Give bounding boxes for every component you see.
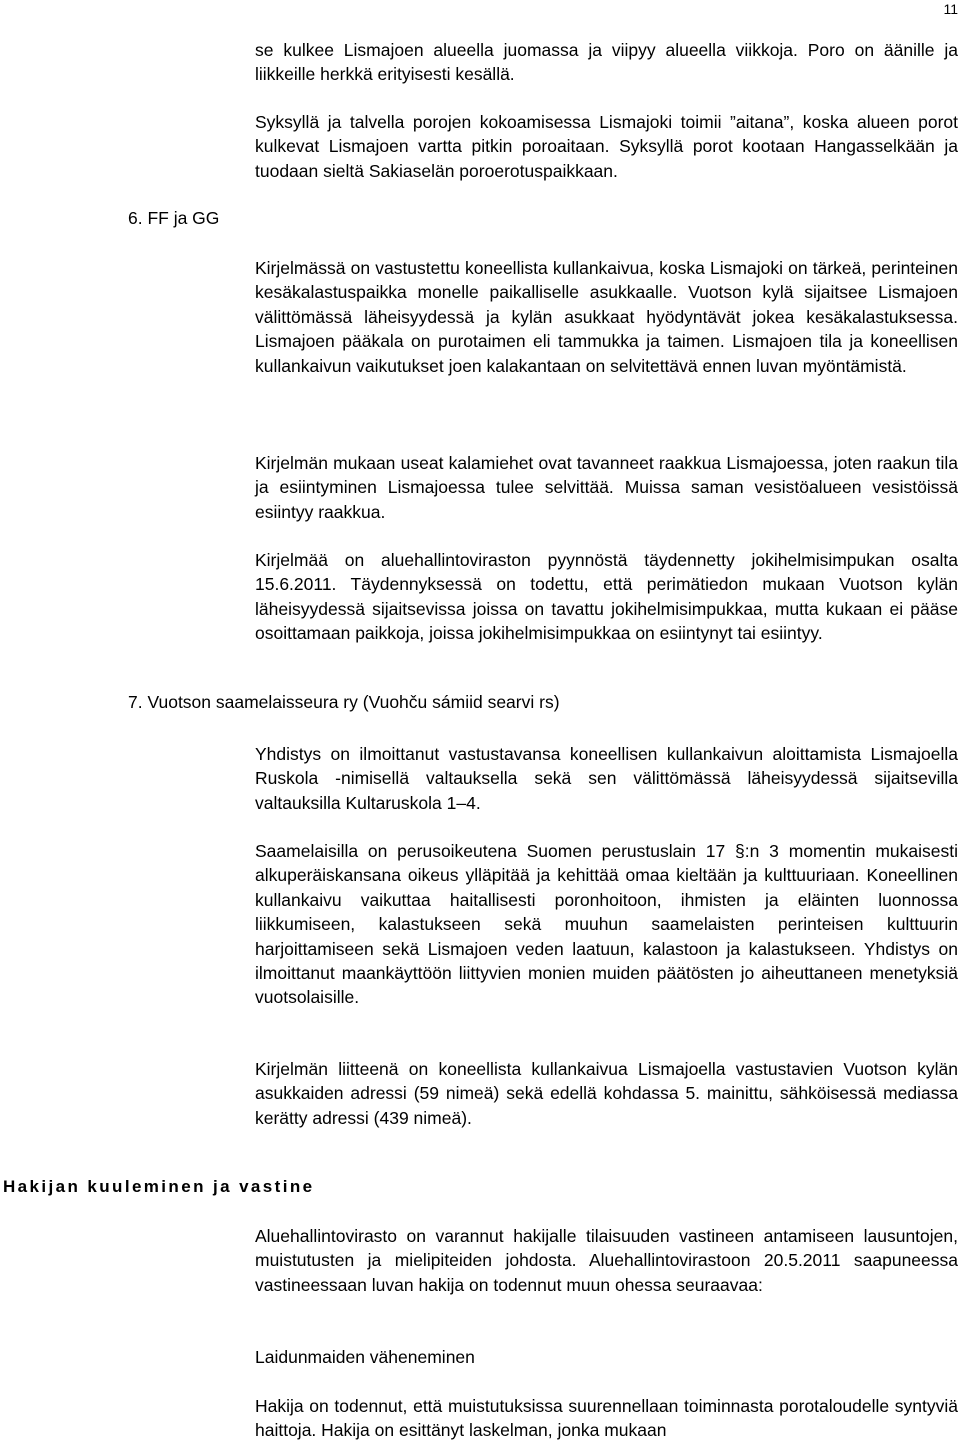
paragraph-supplement-mussel: Kirjelmää on aluehallintoviraston pyynnöstä täydennetty jokihelmisimpukan osalta 15.6.2011. Täydennyksessä on todettu, että perimätiedon mukaan Vuotson kylän läheisyydessä sijaitsevissa joissa on tavattu jokihelmisimpukkaa, mutta kukaan ei pääse osoittamaan paikkoja, joissa jokihelmisimpukkaa on esiintynyt tai esiintyy. (255, 550, 958, 644)
paragraph-association-opposition: Yhdistys on ilmoittanut vastustavansa koneellisen kullankaivun aloittamista Lismajoella Ruskola -nimisellä valtauksella sekä sen välittömässä läheisyydessä sijaitsevilla valtauksilla Kultaruskola 1–4. (255, 744, 958, 813)
paragraph-reindeer-harm: Hakija on todennut, että muistutuksissa suurennellaan toiminnasta porotaloudelle syntyviä haittoja. Hakija on esittänyt laskelman, jonka mukaan (255, 1396, 958, 1441)
paragraph-petition: Kirjelmän liitteenä on koneellista kullankaivua Lismajoella vastustavien Vuotson kylän asukkaiden adressi (59 nimeä) sekä edellä kohdassa 5. mainittu, sähköisessä mediassa kerätty adressi (439 nimeä). (255, 1059, 958, 1128)
paragraph-fishing-objection: Kirjelmässä on vastustettu koneellista kullankaivua, koska Lismajoki on tärkeä, perinteinen kesäkalastuspaikka monelle paikalliselle asukkaalle. Vuotson kylä sijaitsee Lismajoen välittömässä läheisyydessä ja kylän asukkaat hyödyntävät jokea kesäkalastuksessa. Lismajoen pääkala on purotaimen eli tammukka ja taimen. Lismajoen tila ja koneellisen kullankaivun vaikutukset joen kalakantaan on selvitettävä ennen luvan myöntämistä. (255, 258, 958, 376)
paragraph-reindeer-drinking: se kulkee Lismajoen alueella juomassa ja viipyy alueella viikkoja. Poro on äänille ja liikkeille herkkä erityisesti kesällä. (255, 40, 958, 85)
paragraph-freshwater-pearl-mussel: Kirjelmän mukaan useat kalamiehet ovat tavanneet raakkua Lismajoessa, joten raakun tila ja esiintyminen Lismajoessa tulee selvittää. Muissa saman vesistöalueen vesistöissä esiintyy raakkua. (255, 453, 958, 522)
paragraph-applicant-response: Aluehallintovirasto on varannut hakijalle tilaisuuden vastineen antamiseen lausuntojen, muistutusten ja mielipiteiden johdosta. Aluehallintovirastoon 20.5.2011 saapuneessa vastineessaan luvan hakija on todennut muun ohessa seuraavaa: (255, 1226, 958, 1295)
section-label-ff-gg: 6. FF ja GG (128, 208, 220, 228)
section-heading-hearing: Hakijan kuuleminen ja vastine (3, 1177, 315, 1196)
paragraph-sami-rights: Saamelaisilla on perusoikeutena Suomen perustuslain 17 §:n 3 momentin mukaisesti alkuperäiskansana oikeus ylläpitää ja kehittää omaa kieltään ja kulttuuriaan. Koneellinen kullankaivu vaikuttaa haitallisesti poronhoitoon, ihmisten ja eläinten luonnossa liikkumiseen, kalastukseen sekä muuhun saamelaisten perinteisen kulttuurin harjoittamiseen sekä Lismajoen veden laatuun, kalastoon ja kalastukseen. Yhdistys on ilmoittanut maankäyttöön liittyvien monien muiden päätösten jo aiheuttaneen menetyksiä vuotsolaisille. (255, 841, 958, 1008)
subheading-pasture-reduction: Laidunmaiden väheneminen (255, 1347, 475, 1367)
section-heading-vuotso-association: 7. Vuotson saamelaisseura ry (Vuohču sámiid searvi rs) (128, 692, 560, 712)
page-number: 11 (943, 1, 958, 17)
paragraph-autumn-herding: Syksyllä ja talvella porojen kokoamisessa Lismajoki toimii ”aitana”, koska alueen porot kulkevat Lismajoen vartta pitkin poroaitaan. Syksyllä porot kootaan Hangasselkään ja tuodaan sieltä Sakiaselän poroerotuspaikkaan. (255, 112, 958, 181)
